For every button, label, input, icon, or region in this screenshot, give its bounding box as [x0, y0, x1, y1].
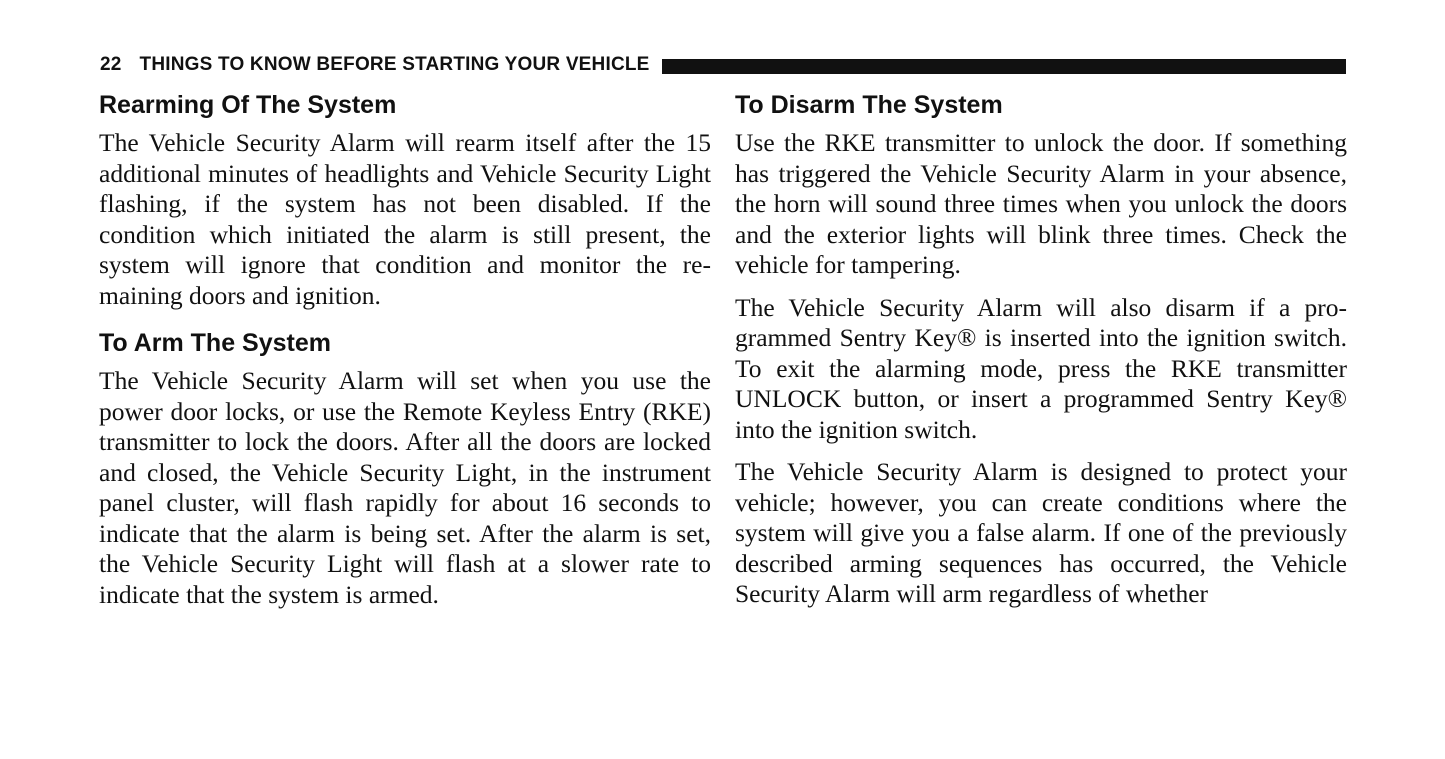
- paragraph-disarm-2: The Vehicle Security Alarm will also disarm if a programmed Sentry Key® is inserted into the ignition switch. To exit the alarming mode, press the RKE transmitter UNLOCK button, or insert a programmed Sentry Key® into the ignition switch.: [735, 292, 1347, 444]
- header-rule: [662, 59, 1346, 74]
- running-title: THINGS TO KNOW BEFORE STARTING YOUR VEHICLE: [139, 54, 650, 75]
- section-heading-arm: To Arm The System: [99, 329, 331, 357]
- section-heading-disarm: To Disarm The System: [735, 91, 1003, 119]
- right-column: [735, 85, 1347, 610]
- paragraph-arm: The Vehicle Security Alarm will set when you use the power door locks, or use the Remote Keyless Entry (RKE) transmitter to lock the doors. After all the doors are locked and closed, the Vehicle Security Light, in the instrument panel cluster, will flash rapidly for about 16 seconds to indicate that the alarm is being set. After the alarm is set, the Vehicle Security Light will flash at a slower rate to indicate that the system is armed.: [99, 366, 711, 609]
- paragraph-disarm-3: The Vehicle Security Alarm is designed to protect your vehicle; however, you can create conditions where the system will give you a false alarm. If one of the previously described arming sequences has occurred, the Vehicle Security Alarm will arm regardless of whether: [735, 457, 1347, 608]
- left-column: [99, 85, 711, 610]
- page-number: 22: [100, 54, 122, 75]
- section-heading-rearming: Rearming Of The System: [99, 91, 397, 119]
- paragraph-disarm-1: Use the RKE transmitter to unlock the door. If something has triggered the Vehicle Security Alarm in your absence, the horn will sound three times when you unlock the doors and the exterior lights will blink three times. Check the vehicle for tampering.: [735, 128, 1347, 279]
- page-header: [100, 54, 1346, 76]
- paragraph-rearming: The Vehicle Security Alarm will rearm itself after the 15 additional minutes of headlights and Vehicle Security Light flashing, if the system has not been disabled. If the condition which initiated the alarm is still present, the system will ignore that condition and monitor the remaining doors and ignition.: [99, 128, 711, 310]
